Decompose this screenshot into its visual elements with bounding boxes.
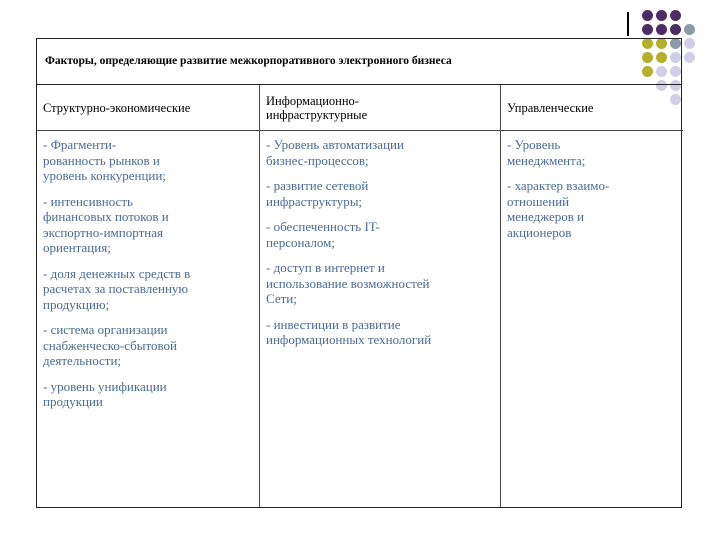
column-header: Структурно-экономические xyxy=(37,85,259,131)
list-item: - Фрагменти- рованность рынков и уровень конкуренции; xyxy=(43,137,166,183)
list-item: - Уровень менеджмента; xyxy=(507,137,586,168)
column-header: Управленческие xyxy=(501,85,683,131)
decorative-dot xyxy=(656,10,667,21)
decorative-dot xyxy=(642,24,653,35)
decorative-dot xyxy=(684,52,695,63)
column-items xyxy=(507,137,677,250)
list-item: - уровень унификации продукции xyxy=(43,378,167,409)
factors-table xyxy=(37,85,681,507)
factors-table-frame xyxy=(36,38,682,508)
decorative-dot xyxy=(684,38,695,49)
list-item: - доля денежных средств в расчетах за поставленную продукцию; xyxy=(43,265,191,312)
column-header: Информационно- инфраструктурные xyxy=(260,85,500,131)
list-item: - развитие сетевой инфраструктуры; xyxy=(266,178,369,209)
decorative-dot xyxy=(670,10,681,21)
column-structural-economic xyxy=(37,85,260,507)
decorative-dot xyxy=(642,10,653,21)
column-managerial xyxy=(501,85,683,507)
column-information-infrastructure xyxy=(260,85,501,507)
column-items xyxy=(43,137,253,420)
column-items xyxy=(266,137,494,358)
decorative-dot xyxy=(670,24,681,35)
list-item: - характер взаимо- отношений менеджеров и акционеров xyxy=(507,178,610,240)
table-title: Факторы, определяющие развитие межкорпоративного электронного бизнеса xyxy=(37,39,681,85)
list-item: - обеспеченность IT- персоналом; xyxy=(266,219,380,250)
decorative-dot xyxy=(656,24,667,35)
decorative-dot xyxy=(684,24,695,35)
list-item: - система организации снабженческо-сбытовой деятельности; xyxy=(43,322,178,368)
decorative-line xyxy=(627,12,629,36)
list-item: - интенсивность финансовых потоков и экспортно-импортная ориентация; xyxy=(43,193,169,255)
list-item: - доступ в интернет и использование возможностей Сети; xyxy=(266,260,430,306)
list-item: - инвестиции в развитие информационных технологий xyxy=(266,316,432,347)
list-item: - Уровень автоматизации бизнес-процессов; xyxy=(266,137,404,168)
